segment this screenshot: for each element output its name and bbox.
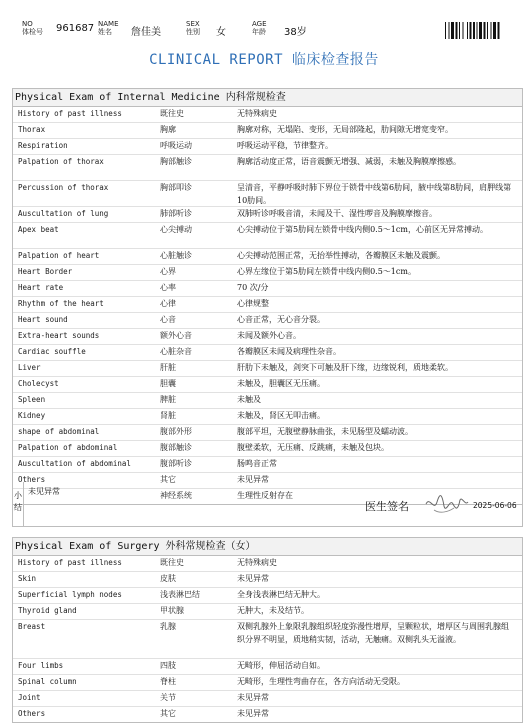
item-name-cn: 关节 xyxy=(160,693,176,702)
item-name-en: History of past illness xyxy=(18,109,122,118)
report-title: CLINICAL REPORT 临床检查报告 xyxy=(149,52,379,68)
item-name-cn: 既往史 xyxy=(160,109,184,118)
item-name-en: Skin xyxy=(18,574,37,583)
item-result: 无特殊病史 xyxy=(237,109,277,118)
item-name-cn: 心尖搏动 xyxy=(160,225,192,234)
barcode-bar xyxy=(467,22,468,39)
item-name-cn: 心脏触诊 xyxy=(160,251,192,260)
table-row xyxy=(13,691,522,707)
surgery-section xyxy=(12,537,523,723)
table-row xyxy=(13,107,522,123)
table-row xyxy=(13,123,522,139)
item-result: 未触及，胆囊区无压痛。 xyxy=(237,379,325,388)
item-name-cn: 神经系统 xyxy=(160,491,192,500)
barcode-bar xyxy=(445,22,446,39)
surgery-table xyxy=(13,556,522,722)
item-name-cn: 既往史 xyxy=(160,558,184,567)
item-result: 无畸形，生理性弯曲存在，各方向活动无受限。 xyxy=(237,677,405,686)
item-name-en: Thyroid gland xyxy=(18,606,77,615)
barcode-bar xyxy=(456,22,458,39)
item-name-cn: 心界 xyxy=(160,267,176,276)
sign-date: 2025-06-06 xyxy=(473,501,517,510)
item-result: 未触及，肾区无叩击痛。 xyxy=(237,411,325,420)
item-result: 心尖搏动位于第5肋间左锁骨中线内侧0.5～1cm，心前区无异常搏动。 xyxy=(237,225,488,234)
item-name-en: Thorax xyxy=(18,125,46,134)
item-name-en: Spleen xyxy=(18,395,46,404)
internal-medicine-section xyxy=(12,88,523,505)
item-result: 无肿大，未及结节。 xyxy=(237,606,309,615)
item-name-cn: 皮肤 xyxy=(160,574,176,583)
item-result: 腹部平坦，无腹壁静脉曲张，未见肠型及蠕动波。 xyxy=(237,427,413,436)
table-row xyxy=(13,604,522,620)
table-row xyxy=(13,297,522,313)
table-row xyxy=(13,281,522,297)
item-name-cn: 胸廓 xyxy=(160,125,176,134)
item-result: 70 次/分 xyxy=(237,283,269,292)
item-result: 肠鸣音正常 xyxy=(237,459,277,468)
item-name-en: Rhythm of the heart xyxy=(18,299,104,308)
table-row xyxy=(13,181,522,207)
doctor-signature-image xyxy=(424,490,470,518)
item-result: 双侧乳腺外上象限乳腺组织轻度弥漫性增厚，呈颗粒状，增厚区与周围乳腺组织分界不明显，质地稍实韧，活动，无触痛。双侧乳头无溢液。 xyxy=(237,622,509,644)
summary-text: 未见异常 xyxy=(28,487,60,496)
item-result: 双肺听诊呼吸音清，未闻及干、湿性啰音及胸膜摩擦音。 xyxy=(237,209,437,218)
item-result: 未见异常 xyxy=(237,693,269,702)
table-row xyxy=(13,155,522,181)
sex-label: SEX 性别 xyxy=(186,20,200,36)
table-row xyxy=(13,588,522,604)
item-name-cn: 乳腺 xyxy=(160,622,176,631)
patient-sex: 女 xyxy=(216,27,226,38)
item-result: 无特殊病史 xyxy=(237,558,277,567)
table-row xyxy=(13,249,522,265)
item-name-en: Heart sound xyxy=(18,315,68,324)
item-name-en: Percussion of thorax xyxy=(18,183,109,192)
item-name-en: Others xyxy=(18,475,46,484)
item-name-en: Four limbs xyxy=(18,661,64,670)
item-result: 生理性反射存在 xyxy=(237,491,293,500)
item-result: 全身浅表淋巴结无肿大。 xyxy=(237,590,325,599)
item-name-en: Palpation of thorax xyxy=(18,157,104,166)
item-name-en: Liver xyxy=(18,363,41,372)
table-row xyxy=(13,441,522,457)
item-name-en: Palpation of heart xyxy=(18,251,100,260)
barcode-bar xyxy=(451,22,454,39)
item-name-cn: 心律 xyxy=(160,299,176,308)
item-name-en: shape of abdominal xyxy=(18,427,100,436)
barcode-bar xyxy=(477,22,478,39)
item-name-cn: 额外心音 xyxy=(160,331,192,340)
table-row xyxy=(13,265,522,281)
item-name-en: Respiration xyxy=(18,141,68,150)
item-result: 腹壁柔软，无压痛、反跳痛，未触及包块。 xyxy=(237,443,389,452)
item-name-cn: 四肢 xyxy=(160,661,176,670)
table-row xyxy=(13,207,522,223)
table-row xyxy=(13,425,522,441)
table-row xyxy=(13,329,522,345)
item-name-en: Cardiac souffle xyxy=(18,347,86,356)
item-result: 胸廓对称，无塌陷、变形，无局部隆起，肋间隙无增宽变窄。 xyxy=(237,125,453,134)
barcode-bar xyxy=(473,22,475,39)
item-name-en: Extra-heart sounds xyxy=(18,331,100,340)
item-name-cn: 腹部触诊 xyxy=(160,443,192,452)
item-result: 心尖搏动范围正常，无抬举性搏动，各瓣膜区未触及震颤。 xyxy=(237,251,445,260)
table-row xyxy=(13,620,522,659)
age-label: AGE 年龄 xyxy=(252,20,267,36)
item-name-en: Auscultation of abdominal xyxy=(18,459,131,468)
item-name-en: History of past illness xyxy=(18,558,122,567)
item-result: 未见异常 xyxy=(237,709,269,718)
table-row xyxy=(13,707,522,722)
item-name-en: Joint xyxy=(18,693,41,702)
item-result: 未见异常 xyxy=(237,574,269,583)
table-row xyxy=(13,139,522,155)
surgery-header: Physical Exam of Surgery 外科常规检查（女） xyxy=(13,538,522,556)
item-result: 肝肋下未触及，剑突下可触及肝下缘，边缘锐利，质地柔软。 xyxy=(237,363,453,372)
item-name-en: Breast xyxy=(18,622,46,631)
item-result: 心音正常，无心音分裂。 xyxy=(237,315,325,324)
item-name-cn: 腹部外形 xyxy=(160,427,192,436)
item-name-cn: 胆囊 xyxy=(160,379,176,388)
item-name-cn: 其它 xyxy=(160,709,176,718)
item-name-cn: 胸部叩诊 xyxy=(160,183,192,192)
item-result: 呼吸运动平稳，节律整齐。 xyxy=(237,141,333,150)
item-result: 未见异常 xyxy=(237,475,269,484)
exam-number: 961687 xyxy=(56,23,95,34)
item-name-en: Superficial lymph nodes xyxy=(18,590,122,599)
item-name-cn: 脊柱 xyxy=(160,677,176,686)
item-name-cn: 心脏杂音 xyxy=(160,347,192,356)
item-name-cn: 心率 xyxy=(160,283,176,292)
table-row xyxy=(13,572,522,588)
item-result: 心界左缘位于第5肋间左锁骨中线内侧0.5～1cm。 xyxy=(237,267,416,276)
barcode-bar xyxy=(493,22,496,39)
item-name-en: Heart rate xyxy=(18,283,64,292)
item-name-cn: 肺部听诊 xyxy=(160,209,192,218)
table-row xyxy=(13,659,522,675)
summary-label: 小结 xyxy=(13,482,24,526)
item-name-cn: 胸部触诊 xyxy=(160,157,192,166)
item-name-cn: 浅表淋巴结 xyxy=(160,590,200,599)
item-result: 未触及 xyxy=(237,395,261,404)
internal-medicine-header: Physical Exam of Internal Medicine 内科常规检查 xyxy=(13,89,522,107)
item-name-en: Auscultation of lung xyxy=(18,209,109,218)
item-name-cn: 甲状腺 xyxy=(160,606,184,615)
patient-name: 詹佳美 xyxy=(131,27,161,38)
table-row xyxy=(13,457,522,473)
item-result: 各瓣膜区未闻及病理性杂音。 xyxy=(237,347,341,356)
barcode-bar xyxy=(484,22,486,39)
item-name-cn: 其它 xyxy=(160,475,176,484)
item-name-en: Kidney xyxy=(18,411,46,420)
item-name-cn: 心音 xyxy=(160,315,176,324)
table-row xyxy=(13,377,522,393)
internal-summary xyxy=(12,482,523,527)
item-name-cn: 脾脏 xyxy=(160,395,176,404)
table-row xyxy=(13,313,522,329)
item-name-en: Palpation of abdominal xyxy=(18,443,118,452)
table-row xyxy=(13,361,522,377)
no-label: NO 体检号 xyxy=(22,20,43,36)
table-row xyxy=(13,409,522,425)
item-result: 无畸形，伸屈活动自如。 xyxy=(237,661,325,670)
barcode-bar xyxy=(470,22,472,39)
barcode xyxy=(445,22,521,39)
item-name-en: Spinal column xyxy=(18,677,77,686)
internal-medicine-table xyxy=(13,107,522,504)
table-row xyxy=(13,223,522,249)
barcode-bar xyxy=(449,22,450,39)
barcode-bar xyxy=(498,22,500,39)
item-name-en: Apex beat xyxy=(18,225,59,234)
table-row xyxy=(13,675,522,691)
barcode-bar xyxy=(479,22,482,39)
item-name-cn: 呼吸运动 xyxy=(160,141,192,150)
item-result: 心律规整 xyxy=(237,299,269,308)
doctor-signature-label: 医生签名 xyxy=(365,500,409,513)
barcode-bar xyxy=(463,22,464,39)
item-result: 未闻及额外心音。 xyxy=(237,331,301,340)
table-row xyxy=(13,345,522,361)
table-row xyxy=(13,556,522,572)
patient-header xyxy=(0,0,528,46)
item-result: 胸廓活动度正常，语音震颤无增强、减弱，未触及胸膜摩擦感。 xyxy=(237,157,461,166)
barcode-bar xyxy=(491,22,492,39)
patient-age: 38岁 xyxy=(284,27,307,38)
item-name-cn: 肾脏 xyxy=(160,411,176,420)
table-row xyxy=(13,393,522,409)
item-name-en: Cholecyst xyxy=(18,379,59,388)
name-label: NAME 姓名 xyxy=(98,20,119,36)
barcode-bar xyxy=(487,22,488,39)
barcode-bar xyxy=(459,22,460,39)
item-name-en: Others xyxy=(18,709,46,718)
item-name-cn: 肝脏 xyxy=(160,363,176,372)
item-name-cn: 腹部听诊 xyxy=(160,459,192,468)
item-name-en: Heart Border xyxy=(18,267,73,276)
item-result: 呈清音，平静呼吸时肺下界位于锁骨中线第6肋间，腋中线第8肋间，肩胛线第10肋间。 xyxy=(237,183,512,205)
